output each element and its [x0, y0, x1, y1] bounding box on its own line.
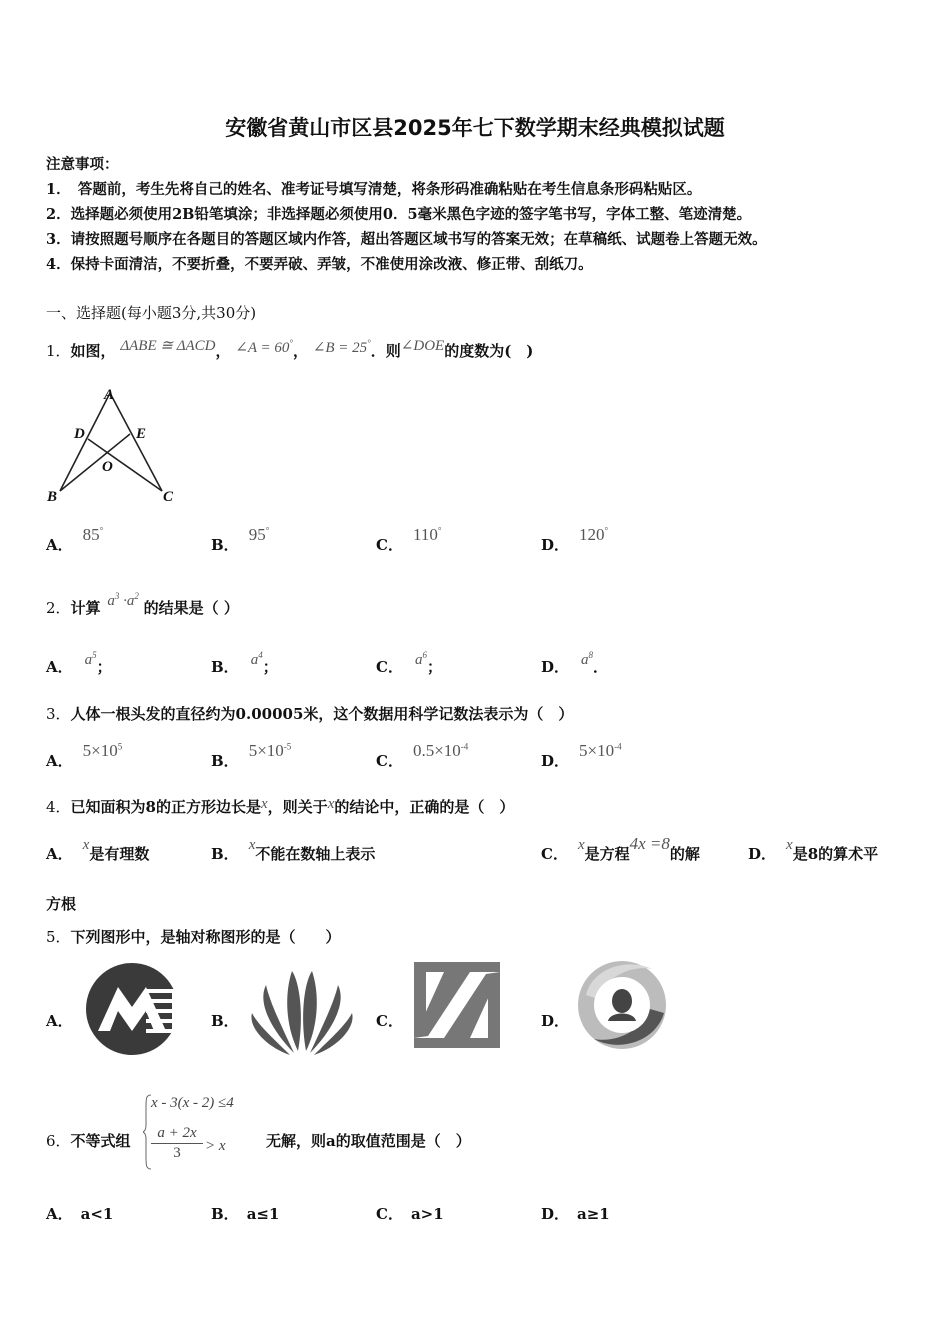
q4-var-x: x [261, 796, 268, 812]
q6-option-d[interactable]: D． a≥1 [541, 1205, 610, 1223]
q5-option-c-label[interactable]: C． [376, 1012, 403, 1030]
q6-text-pre: 不等式组 [70, 1132, 131, 1150]
q6-fraction [151, 1125, 203, 1162]
q4-option-a[interactable]: A． x是有理数 [46, 837, 150, 863]
question-1: 1．如图， ΔABE ≅ ΔACD， ∠A = 60°， ∠B = 25°．则∠DOE的度数为( ) [46, 338, 534, 360]
label-d: D [74, 426, 85, 442]
q1-text-pre: 如图， [70, 342, 116, 360]
q4-option-c[interactable]: C． x是方程4x =8的解 [541, 834, 700, 863]
question-5 [46, 926, 341, 947]
q6-greater-than-x: > x [205, 1138, 226, 1154]
q1-triangle-figure [44, 383, 184, 507]
q6-number: 6． [46, 1132, 71, 1150]
q6-line-1: x - 3(x - 2) ≤4 [151, 1095, 234, 1111]
q3-option-c[interactable]: C．$0.5\times 10^{-4}$ [376, 741, 469, 770]
q4-option-d-continued: 方根 [46, 895, 77, 913]
question-4: 4．已知面积为8的正方形边长是x，则关于x的结论中，正确的是（ ） [46, 796, 515, 816]
q6-inequality-system [143, 1093, 265, 1171]
q1-option-d-value: 120° [579, 525, 609, 544]
label-b: B [47, 489, 58, 505]
q1-angle-b: ∠B = 25° [312, 338, 371, 356]
question-3 [46, 703, 573, 724]
q2-option-b[interactable]: B． $a^4$； [211, 650, 278, 676]
q1-text-post: 的度数为( ) [444, 342, 534, 360]
notes-heading: 注意事项： [46, 156, 119, 173]
q3-option-a[interactable]: A．$5\times 10^5$ [46, 741, 123, 770]
note-item-4: 4．保持卡面清洁，不要折叠，不要弄破、弄皱，不准使用涂改液、修正带、刮纸刀。 [46, 256, 593, 273]
label-e: E [136, 426, 147, 442]
q2-option-d[interactable]: D． $a^8$． [541, 650, 609, 676]
q5-text: 下列图形中，是轴对称图形的是（ ） [70, 928, 341, 946]
note-item-3: 3．请按照题号顺序在各题目的答题区域内作答，超出答题区域书写的答案无效；在草稿纸、试题卷上答题无效。 [46, 231, 767, 248]
line-ac [110, 393, 162, 491]
q5-option-d-label[interactable]: D． [541, 1012, 570, 1030]
q2-text-pre: 计算 [70, 599, 101, 617]
q1-option-d[interactable]: D．120° [541, 525, 609, 554]
note-item-2: 2．选择题必须使用2B铅笔填涂；非选择题必须使用0．5毫米黑色字迹的签字笔书写，字体工整、笔迹清楚。 [46, 206, 752, 223]
q3-option-d[interactable]: D．$5\times 10^{-4}$ [541, 741, 622, 770]
q6-option-a[interactable]: A． a<1 [46, 1205, 114, 1223]
q3-option-b[interactable]: B．$5\times 10^{-5}$ [211, 741, 292, 770]
q6-option-b[interactable]: B． a≤1 [211, 1205, 280, 1223]
line-ab [60, 393, 110, 491]
geometric-z-logo-icon [410, 958, 504, 1052]
q1-angle-doe: ∠DOE [400, 338, 445, 354]
q1-option-a-value: 85° [82, 525, 104, 544]
label-c: C [163, 489, 174, 505]
note-item-1: 1． 答题前，考生先将自己的姓名、准考证号填写清楚，将条形码准确粘贴在考生信息条形码粘贴区。 [46, 181, 702, 198]
q2-option-c[interactable]: C． $a^6$； [376, 650, 442, 676]
q5-option-a-label[interactable]: A． [46, 1012, 73, 1030]
q1-angle-a: ∠A = 60° [235, 338, 294, 356]
q1-option-c-value: 110° [412, 525, 442, 544]
q2-number: 2． [46, 599, 71, 617]
q4-option-b[interactable]: B． x不能在数轴上表示 [211, 837, 376, 863]
line-eb [60, 434, 130, 491]
q5-number: 5． [46, 928, 71, 946]
label-o: O [102, 459, 113, 475]
q3-number: 3． [46, 705, 71, 723]
q2-option-a[interactable]: A． $a^5$； [46, 650, 112, 676]
q1-option-a[interactable]: A．85° [46, 525, 104, 554]
question-2 [46, 591, 239, 618]
q1-option-b[interactable]: B．95° [211, 525, 270, 554]
q2-text-post: 的结果是（ ） [143, 599, 239, 617]
q1-option-c[interactable]: C．110° [376, 525, 442, 554]
china-merchants-bank-logo-icon [84, 961, 184, 1057]
q2-expression: $a^3 \cdot a^2$ [107, 591, 139, 609]
q4-equation: 4x =8 [629, 834, 670, 853]
q4-option-d[interactable]: D． x是8的算术平 [748, 837, 879, 863]
q6-fraction-numerator: a + 2x [157, 1125, 197, 1141]
q1-option-b-value: 95° [248, 525, 270, 544]
q3-text: 人体一根头发的直径约为0.00005米，这个数据用科学记数法表示为（ ） [70, 705, 574, 723]
q4-number: 4． [46, 798, 71, 816]
label-a: A [104, 387, 115, 403]
q1-text-mid: ．则 [370, 342, 401, 360]
line-dc [88, 439, 162, 491]
q1-congruence: ΔABE ≅ ΔACD [120, 338, 216, 354]
q1-number: 1． [46, 342, 71, 360]
q6-text-post: 无解，则a的取值范围是（ ） [266, 1132, 471, 1150]
huawei-logo-icon [246, 965, 358, 1055]
qq-browser-logo-icon [576, 955, 670, 1055]
section-heading: 一、选择题(每小题3分,共30分) [46, 304, 257, 322]
q6-fraction-denominator: 3 [151, 1143, 203, 1162]
q5-option-b-label[interactable]: B． [211, 1012, 239, 1030]
question-6 [46, 1130, 131, 1151]
q6-option-c[interactable]: C． a>1 [376, 1205, 444, 1223]
page-title: 安徽省黄山市区县2025年七下数学期末经典模拟试题 [225, 116, 725, 140]
